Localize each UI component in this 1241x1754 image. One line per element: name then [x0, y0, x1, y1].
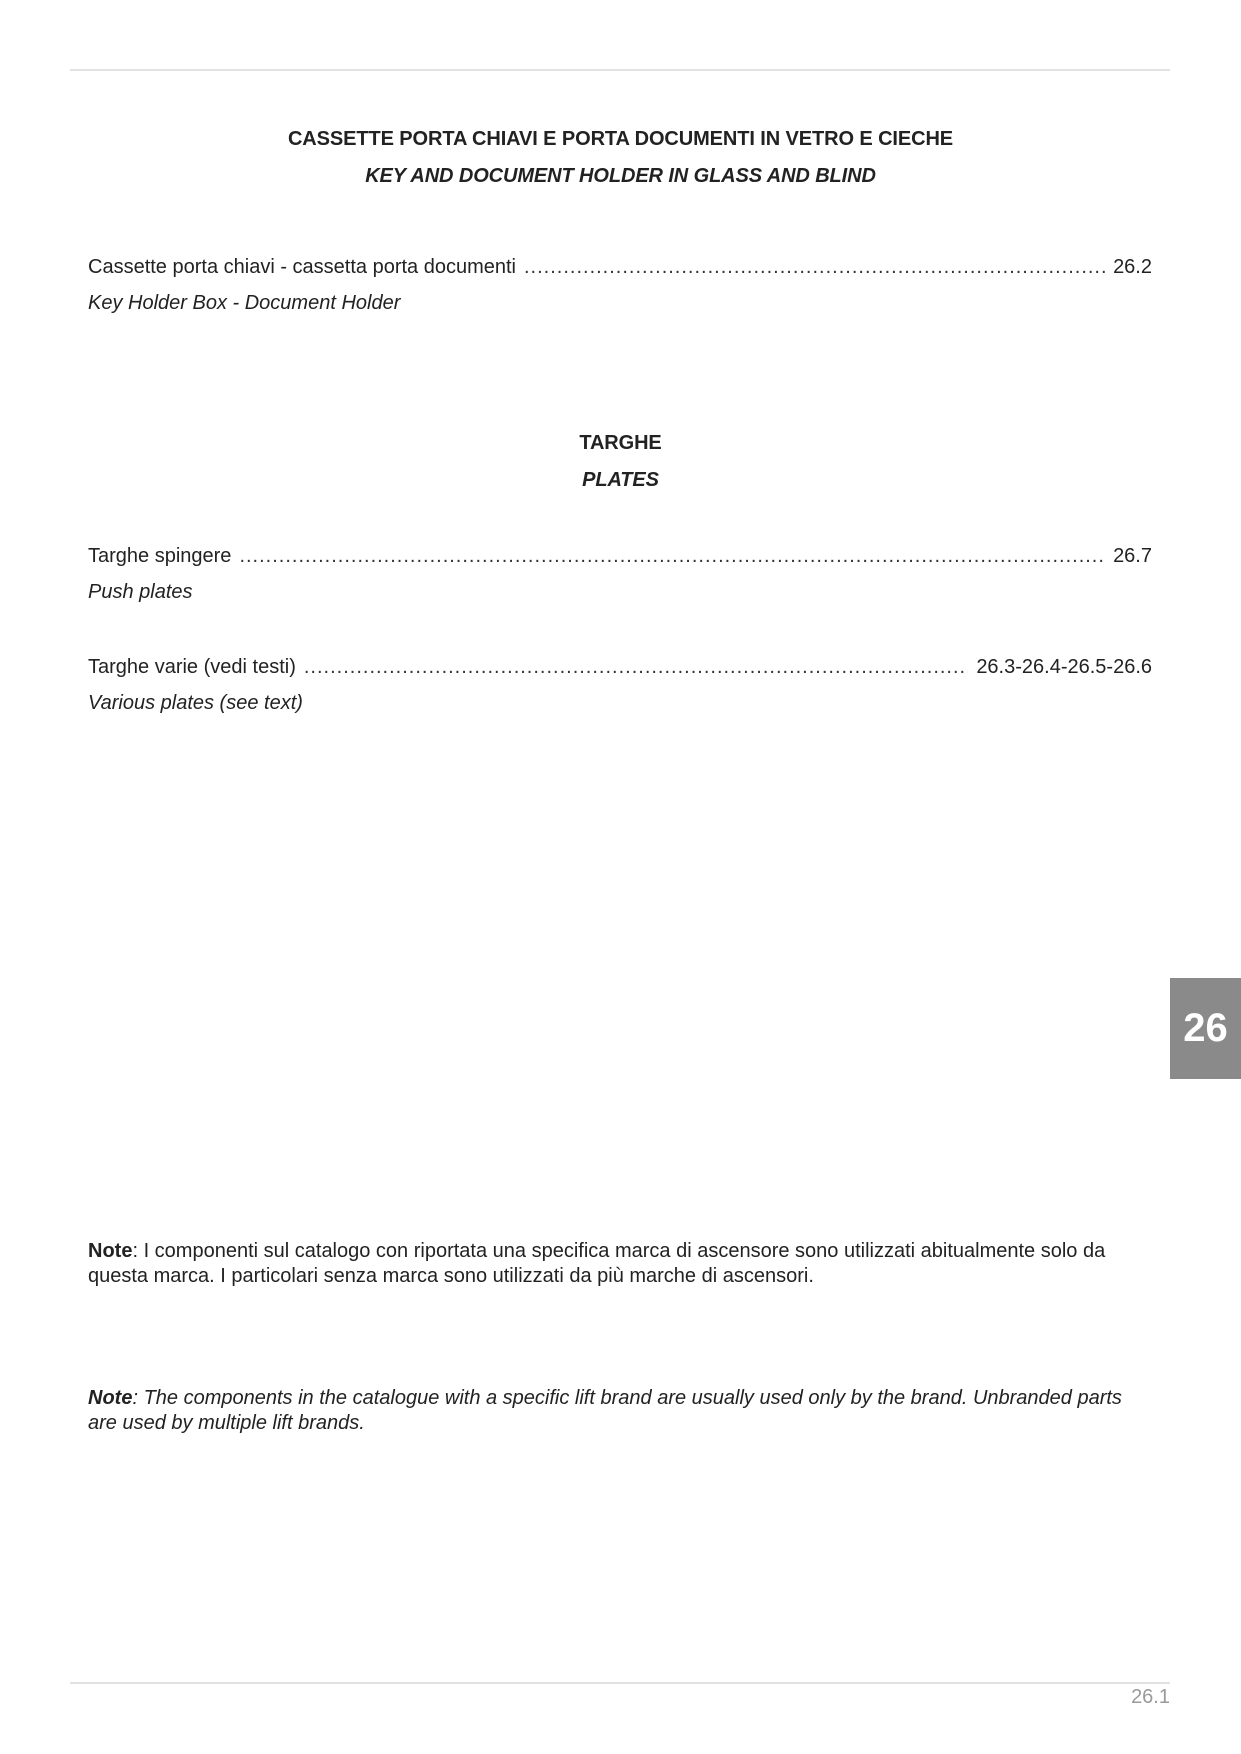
- note-english: [88, 1386, 1154, 1436]
- note-label: Note: [88, 1240, 133, 1262]
- toc-leader-dots: [524, 256, 1105, 279]
- footer-rule: [70, 1682, 1170, 1684]
- toc-entry-page: 26.7: [1113, 545, 1152, 567]
- toc-entry-subtitle: Key Holder Box - Document Holder: [88, 292, 401, 314]
- page-number: 26.1: [1131, 1686, 1170, 1708]
- toc-entry[interactable]: [88, 656, 1152, 679]
- toc-entry-label: Targhe varie (vedi testi): [88, 656, 296, 678]
- toc-entry-page: 26.2: [1113, 256, 1152, 278]
- section-title-it: TARGHE: [579, 432, 662, 454]
- toc-leader-dots: [304, 656, 968, 679]
- note-italian: [88, 1239, 1154, 1289]
- toc-entry-subtitle: Various plates (see text): [88, 692, 303, 714]
- note-label: Note: [88, 1387, 133, 1409]
- toc-entry-page: 26.3-26.4-26.5-26.6: [976, 656, 1152, 678]
- toc-entry[interactable]: [88, 545, 1152, 568]
- toc-entry-label: Cassette porta chiavi - cassetta porta documenti: [88, 256, 516, 278]
- section-title-en: PLATES: [582, 469, 659, 491]
- section-title-en: KEY AND DOCUMENT HOLDER IN GLASS AND BLIND: [365, 165, 876, 187]
- toc-entry-subtitle: Push plates: [88, 581, 193, 603]
- toc-entry[interactable]: [88, 256, 1152, 279]
- note-text: : The components in the catalogue with a specific lift brand are usually used only by the brand. Unbranded parts are used by multiple lift brands.: [88, 1387, 1122, 1434]
- toc-entry-label: Targhe spingere: [88, 545, 232, 567]
- chapter-tab: 26: [1170, 978, 1241, 1079]
- header-rule: [70, 69, 1170, 71]
- section-title-it: CASSETTE PORTA CHIAVI E PORTA DOCUMENTI IN VETRO E CIECHE: [287, 128, 954, 150]
- toc-leader-dots: [239, 545, 1105, 568]
- note-text: : I componenti sul catalogo con riportata una specifica marca di ascensore sono utilizzati abitualmente solo da questa marca. I particolari senza marca sono utilizzati da più marche di ascensori.: [88, 1240, 1106, 1287]
